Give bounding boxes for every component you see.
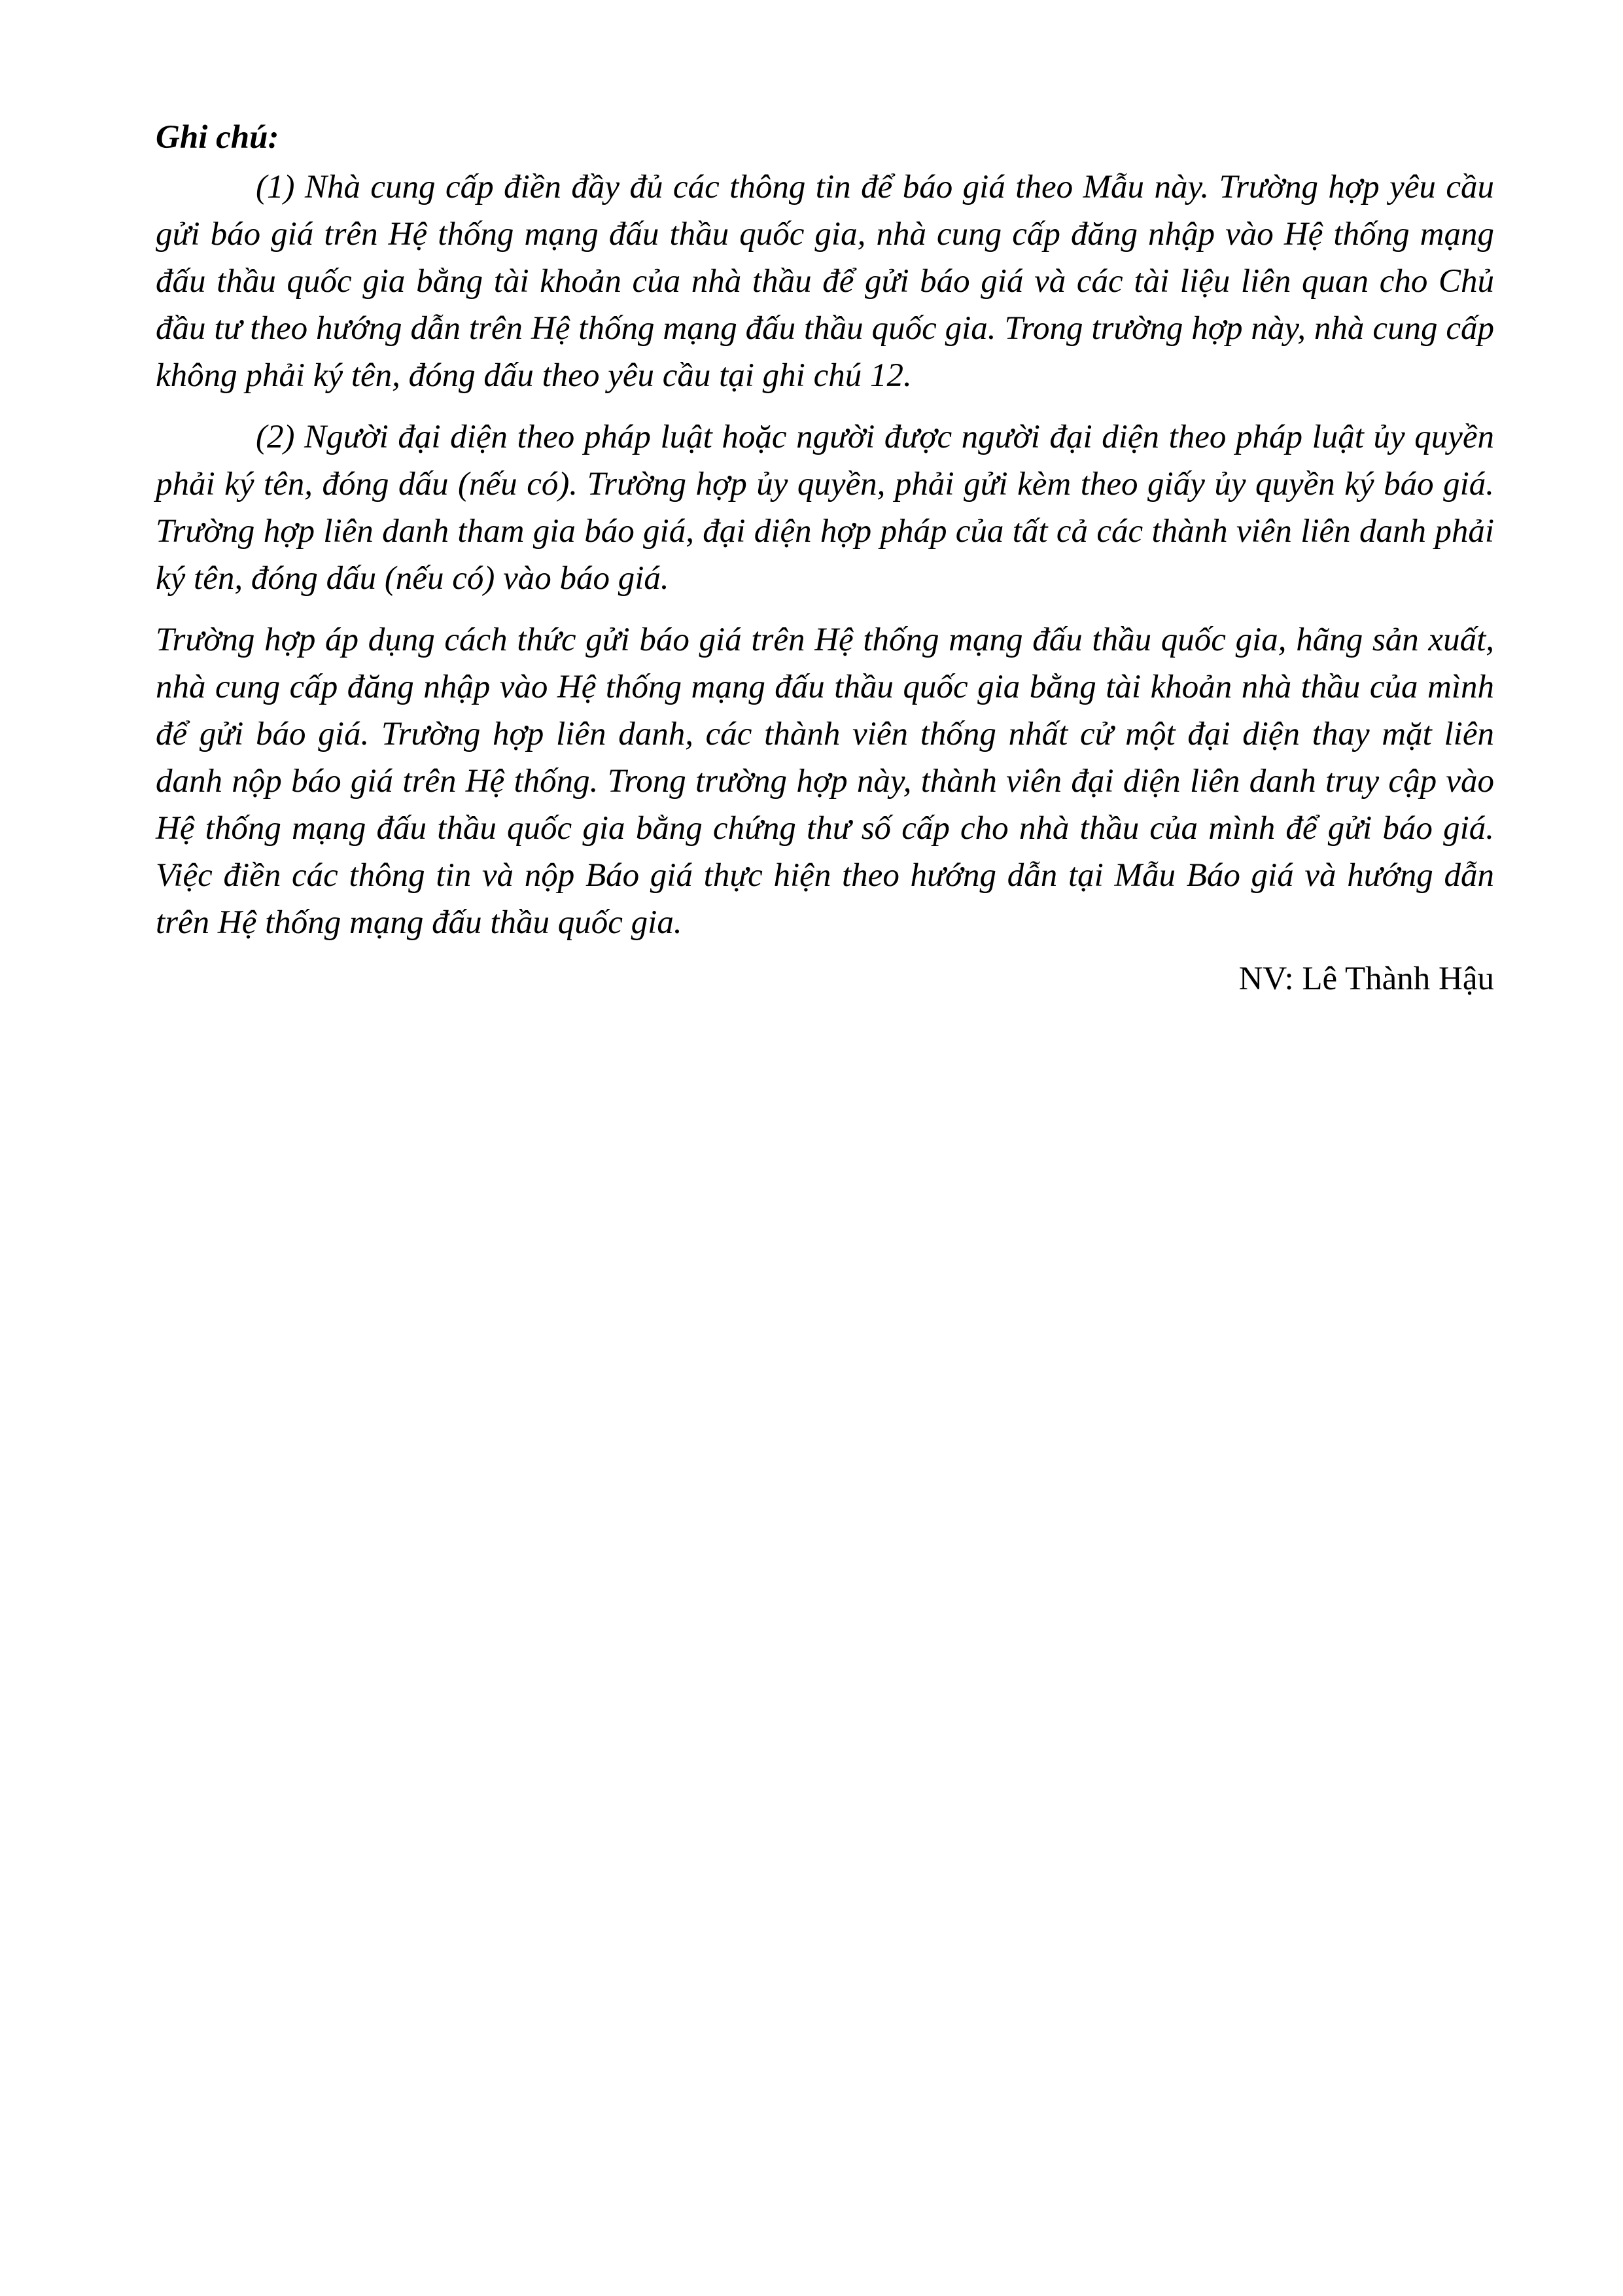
note-paragraph-1: (1) Nhà cung cấp điền đầy đủ các thông tin để báo giá theo Mẫu này. Trường hợp yêu cầu gửi báo giá trên Hệ thống mạng đấu thầu quốc gia, nhà cung cấp đăng nhập vào Hệ thống mạng đấu thầu quốc gia bằng tài khoản của nhà thầu để gửi báo giá và các tài liệu liên quan cho Chủ đầu tư theo hướng dẫn trên Hệ thống mạng đấu thầu quốc gia. Trong trường hợp này, nhà cung cấp không phải ký tên, đóng dấu theo yêu cầu tại ghi chú 12. — [156, 169, 1494, 394]
note-paragraph-3: Trường hợp áp dụng cách thức gửi báo giá trên Hệ thống mạng đấu thầu quốc gia, hãng sản xuất, nhà cung cấp đăng nhập vào Hệ thống mạng đấu thầu quốc gia bằng tài khoản nhà thầu của mình để gửi báo giá. Trường hợp liên danh, các thành viên thống nhất cử một đại diện thay mặt liên danh nộp báo giá trên Hệ thống. Trong trường hợp này, thành viên đại diện liên danh truy cập vào Hệ thống mạng đấu thầu quốc gia bằng chứng thư số cấp cho nhà thầu của mình để gửi báo giá. Việc điền các thông tin và nộp Báo giá thực hiện theo hướng dẫn tại Mẫu Báo giá và hướng dẫn trên Hệ thống mạng đấu thầu quốc gia. — [156, 622, 1494, 941]
note-paragraph-2: (2) Người đại diện theo pháp luật hoặc người được người đại diện theo pháp luật ủy quyền phải ký tên, đóng dấu (nếu có). Trường hợp ủy quyền, phải gửi kèm theo giấy ủy quyền ký báo giá. Trường hợp liên danh tham gia báo giá, đại diện hợp pháp của tất cả các thành viên liên danh phải ký tên, đóng dấu (nếu có) vào báo giá. — [156, 419, 1494, 597]
document-page — [156, 116, 1494, 1002]
notes-heading: Ghi chú: — [156, 119, 279, 156]
staff-signature: NV: Lê Thành Hậu — [1238, 961, 1494, 997]
